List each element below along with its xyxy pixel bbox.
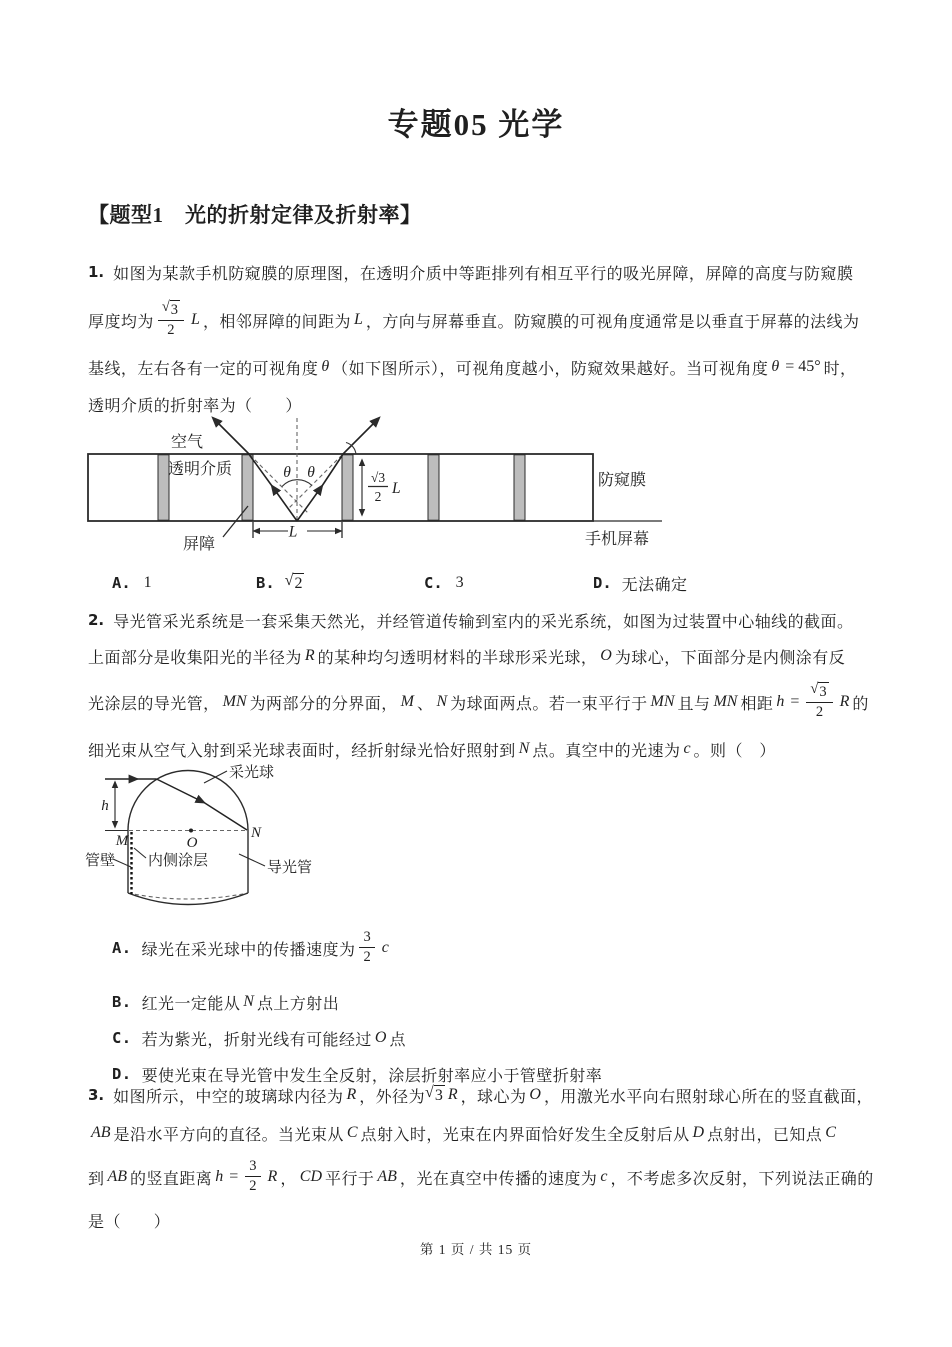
N-label: N xyxy=(251,825,262,841)
section-heading: 【题型1 光的折射定律及折射率】 xyxy=(88,203,422,227)
question-2-text xyxy=(88,602,880,768)
q1-option-d: D. 无法确定 xyxy=(593,574,688,594)
theta-label-left: θ xyxy=(283,464,291,481)
theta-label-right: θ xyxy=(307,464,315,481)
q1-option-b: B. √ 2 xyxy=(256,571,303,592)
collector-ball-label: 采光球 xyxy=(229,765,275,781)
medium-label: 透明介质 xyxy=(168,461,233,478)
page-footer: 第 1 页 / 共 15 页 xyxy=(419,1242,533,1257)
q1-option-c: C. 3 xyxy=(424,574,464,592)
paragraph-line: AB 是沿水平方向的直径。当光束从 C 点射入时，光束在内界面恰好发生全反射后从 D 点射出，已知点 C xyxy=(91,1124,836,1144)
q1-options xyxy=(88,566,880,600)
L-dimension xyxy=(253,522,342,541)
tube-wall-label: 管壁 xyxy=(85,853,116,869)
question-3-text xyxy=(88,1076,880,1238)
question-1-text xyxy=(88,252,880,422)
frac-denominator: 2 xyxy=(374,489,382,504)
phone-screen-label: 手机屏幕 xyxy=(585,531,650,548)
frac-coefficient: L xyxy=(392,480,401,497)
q1-option-a: A. 1 xyxy=(112,574,152,592)
light-tube-label: 导光管 xyxy=(267,860,313,876)
q2-option-d: D. 要使光束在导光管中发生全反射，涂层折射率应小于管壁折射率 xyxy=(112,1065,603,1085)
tube-bottom-front-rim xyxy=(128,893,248,905)
O-label: O xyxy=(186,835,198,851)
barrier-label: 屏障 xyxy=(183,536,216,553)
q2-options xyxy=(112,920,892,1092)
paragraph-line: 是（ ） xyxy=(88,1213,171,1231)
paragraph-line: 上面部分是收集阳光的半径为 R 的某种均匀透明材料的半球形采光球， O 为球心，下面部分是内侧涂有反 xyxy=(88,647,846,667)
paragraph-line: 到 AB 的竖直距离 h = $\frac{3}{2}$ R ， CD 平行于 AB ，光在真空中传播的速度为 c ，不考虑多次反射，下列说法正确的 xyxy=(88,1158,874,1195)
light-ray xyxy=(105,779,247,830)
tube-bottom-back-rim xyxy=(128,893,248,899)
M-label: M xyxy=(115,833,129,849)
frac-numerator: √3 xyxy=(370,470,386,485)
air-label: 空气 xyxy=(171,434,204,451)
paragraph-line: 透明介质的折射率为（ ） xyxy=(88,397,302,415)
q2-option-c: C. 若为紫光，折射光线有可能经过 O 点 xyxy=(112,1029,406,1049)
tube-pointer-line xyxy=(239,854,265,866)
center-O-dot xyxy=(189,829,193,833)
L-label: L xyxy=(288,523,298,541)
paragraph-line: 3. 如图所示，中空的玻璃球内径为 R ，外径为 √ 3 R ，球心为 O ，用激光水平向右照射球心所在的竖直截面， xyxy=(88,1083,873,1106)
paragraph-line: 1. 如图为某款手机防窥膜的原理图，在透明介质中等距排列有相互平行的吸光屏障，屏障的高度与防窥膜 xyxy=(88,263,854,283)
inner-coating-label: 内侧涂层 xyxy=(148,853,209,869)
paragraph-line: 光涂层的导光管， MN 为两部分的分界面， M 、 N 为球面两点。若一束平行于 MN 且与 MN 相距 h = √ 3 2 R 的 xyxy=(88,681,869,721)
ball-pointer-line xyxy=(204,771,227,783)
coating-pointer-line xyxy=(134,848,146,858)
paragraph-line: 2. 导光管采光系统是一套采集天然光，并经管道传输到室内的采光系统，如图为过装置中心轴线的截面。 xyxy=(88,611,854,631)
q1-privacy-film-diagram xyxy=(85,413,670,565)
privacy-film-label: 防窥膜 xyxy=(598,472,647,489)
q2-option-a: A. 绿光在采光球中的传播速度为 $\frac{3}{2}$ c xyxy=(112,929,389,966)
paragraph-line: 厚度均为 √ 3 2 L ，相邻屏障的间距为 L ，方向与屏幕垂直。防窥膜的可视角度通常是以垂直于屏幕的法线为 xyxy=(88,299,860,339)
paragraph-line: 基线，左右各有一定的可视角度 θ （如下图所示），可视角度越小，防窥效果越好。当可视角度 θ = 45° 时， xyxy=(88,358,857,378)
q2-option-b: B. 红光一定能从 N 点上方射出 xyxy=(112,993,340,1013)
q2-light-pipe-diagram xyxy=(85,758,365,926)
paragraph-line: 细光束从空气入射到采光球表面时，经折射绿光恰好照射到 N 点。真空中的光速为 c 。则（ ） xyxy=(88,740,776,760)
h-label: h xyxy=(101,798,109,814)
page-title: 专题05 光学 xyxy=(387,107,565,142)
